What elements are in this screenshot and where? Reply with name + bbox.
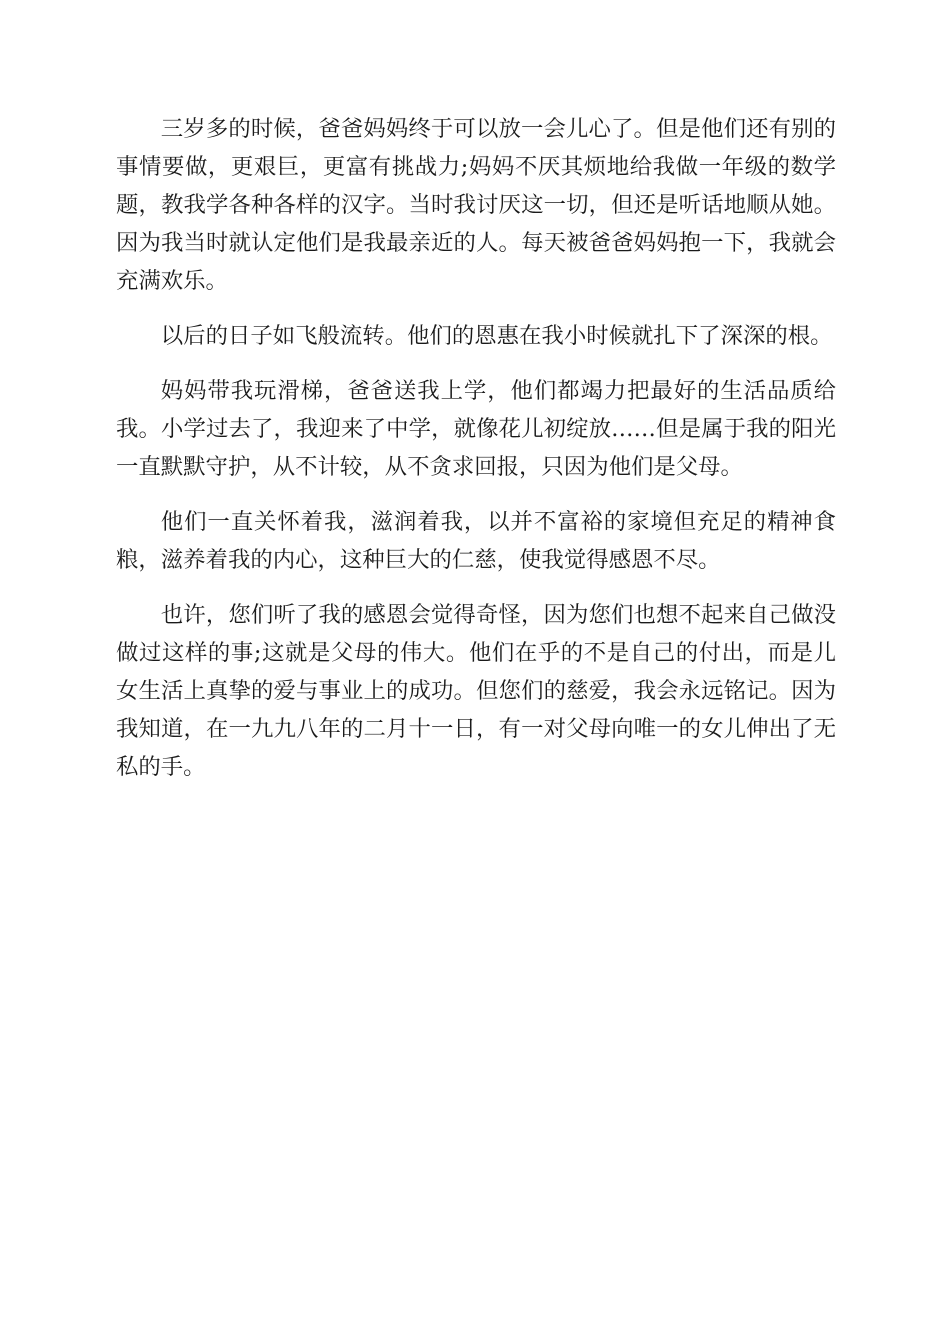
paragraph-1: 三岁多的时候，爸爸妈妈终于可以放一会儿心了。但是他们还有别的事情要做，更艰巨，更富有挑战力;妈妈不厌其烦地给我做一年级的数学题，教我学各种各样的汉字。当时我讨厌这一切，但还是听话地顺从她。因为我当时就认定他们是我最亲近的人。每天被爸爸妈妈抱一下，我就会充满欢乐。 <box>116 116 836 294</box>
paragraph-2: 以后的日子如飞般流转。他们的恩惠在我小时候就扎下了深深的根。 <box>160 323 833 349</box>
paragraph-5: 也许，您们听了我的感恩会觉得奇怪，因为您们也想不起来自己做没做过这样的事;这就是父母的伟大。他们在乎的不是自己的付出，而是儿女生活上真挚的爱与事业上的成功。但您们的慈爱，我会永远铭记。因为我知道，在一九九八年的二月十一日，有一对父母向唯一的女儿伸出了无私的手。 <box>116 602 836 780</box>
paragraph-3: 妈妈带我玩滑梯，爸爸送我上学，他们都竭力把最好的生活品质给我。小学过去了，我迎来了中学，就像花儿初绽放……但是属于我的阳光一直默默守护，从不计较，从不贪求回报，只因为他们是父母。 <box>116 378 836 480</box>
paragraph-4: 他们一直关怀着我，滋润着我，以并不富裕的家境但充足的精神食粮，滋养着我的内心，这种巨大的仁慈，使我觉得感恩不尽。 <box>116 509 836 573</box>
document-body <box>116 110 836 803</box>
